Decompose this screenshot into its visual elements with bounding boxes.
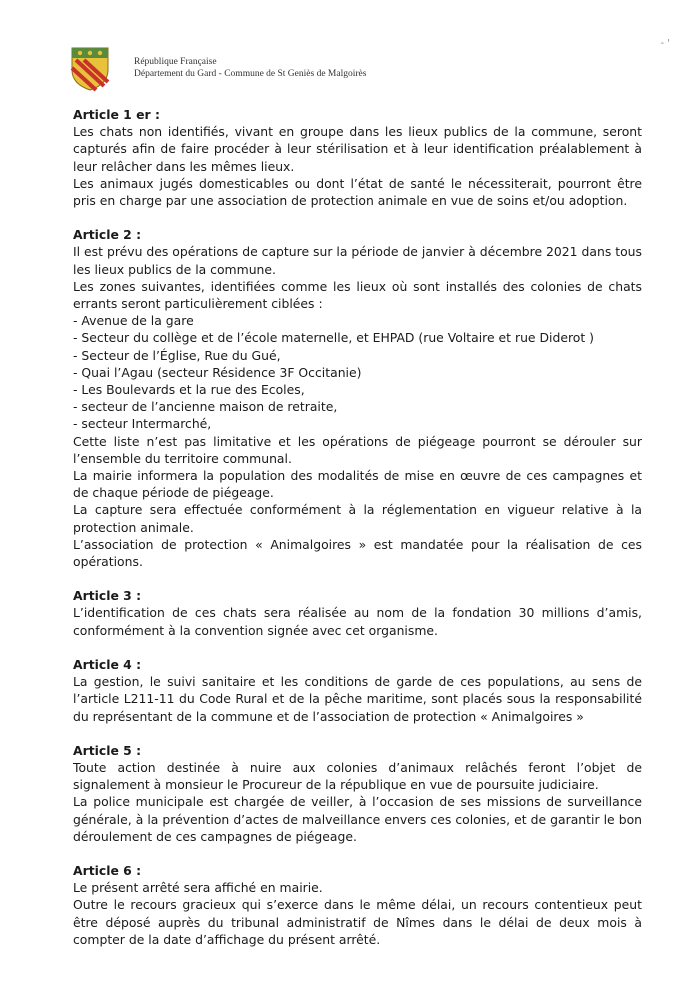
paragraph: Outre le recours gracieux qui s’exerce dans le même délai, un recours contentieux peut être déposé auprès du tribunal administratif de Nîmes dans le délai de deux mois à compter de la date d’affichage du présent arrêté. xyxy=(73,897,642,947)
list-item: - Secteur de l’Église, Rue du Gué, xyxy=(73,347,281,363)
paragraph: Le présent arrêté sera affiché en mairie. xyxy=(73,880,323,896)
article-title: Article 5 : xyxy=(73,742,142,758)
document-body xyxy=(73,106,642,965)
list-item: - Avenue de la gare xyxy=(73,313,194,329)
list-item: - Quai l’Agau (secteur Résidence 3F Occitanie) xyxy=(73,364,362,380)
article-4 xyxy=(73,656,642,725)
article-5 xyxy=(73,742,642,845)
header-department-commune: Département du Gard - Commune de St Geniès de Malgoirès xyxy=(134,69,367,79)
article-3 xyxy=(73,587,642,639)
scan-mark: - ' xyxy=(660,38,670,49)
paragraph: L’identification de ces chats sera réalisée au nom de la fondation 30 millions d’amis, conformément à la convention signée avec cet organisme. xyxy=(73,605,642,638)
paragraph: Cette liste n’est pas limitative et les opérations de piégeage pourront se dérouler sur l’ensemble du territoire communal. xyxy=(73,433,642,466)
paragraph: Il est prévu des opérations de capture sur la période de janvier à décembre 2021 dans tous les lieux publics de la commune. xyxy=(73,244,642,277)
paragraph: La capture sera effectuée conformément à la réglementation en vigueur relative à la protection animale. xyxy=(73,502,642,535)
article-2 xyxy=(73,226,642,570)
paragraph: Les animaux jugés domesticables ou dont l’état de santé le nécessiterait, pourront être pris en charge par une association de protection animale en vue de soins et/ou adoption. xyxy=(73,175,642,209)
document-header xyxy=(70,46,670,92)
article-6 xyxy=(73,862,642,948)
article-title: Article 6 : xyxy=(73,862,142,878)
article-title: Article 4 : xyxy=(73,656,142,672)
paragraph: La mairie informera la population des modalités de mise en œuvre de ces campagnes et de chaque période de piégeage. xyxy=(73,468,642,501)
paragraph: Les chats non identifiés, vivant en groupe dans les lieux publics de la commune, seront capturés afin de faire procéder à leur stérilisation et à leur identification préalablement à leur relâcher dans les mêmes lieux. xyxy=(73,124,642,174)
header-text xyxy=(134,56,366,80)
paragraph: La gestion, le suivi sanitaire et les conditions de garde de ces populations, au sens de l’article L211-11 du Code Rural et de la pêche maritime, sont placés sous la responsabilité du représentant de la commune et de l’association de protection « Animalgoires » xyxy=(73,674,642,724)
list-item: - Les Boulevards et la rue des Ecoles, xyxy=(73,382,305,398)
list-item: - secteur de l’ancienne maison de retraite, xyxy=(73,399,338,415)
article-1 xyxy=(73,106,642,209)
paragraph: Toute action destinée à nuire aux colonies d’animaux relâchés feront l’objet de signalement à monsieur le Procureur de la république en vue de poursuite judiciaire. xyxy=(73,759,642,793)
article-title: Article 1 er : xyxy=(73,107,160,122)
paragraph: Les zones suivantes, identifiées comme les lieux où sont installés des colonies de chats errants seront particulièrement ciblées : xyxy=(73,278,642,312)
coat-of-arms-icon xyxy=(70,46,110,92)
article-title: Article 3 : xyxy=(73,588,142,604)
list-item: - Secteur du collège et de l’école maternelle, et EHPAD (rue Voltaire et rue Diderot ) xyxy=(73,330,594,346)
list-item: - secteur Intermarché, xyxy=(73,416,212,432)
paragraph: L’association de protection « Animalgoires » est mandatée pour la réalisation de ces opérations. xyxy=(73,536,642,570)
article-title: Article 2 : xyxy=(73,227,142,243)
paragraph: La police municipale est chargée de veiller, à l’occasion de ses missions de surveillance générale, à la prévention d’actes de malveillance envers ces colonies, et de garantir le bon déroulement de ces campagnes de piégeage. xyxy=(73,794,642,844)
header-republic: République Française xyxy=(134,57,217,67)
